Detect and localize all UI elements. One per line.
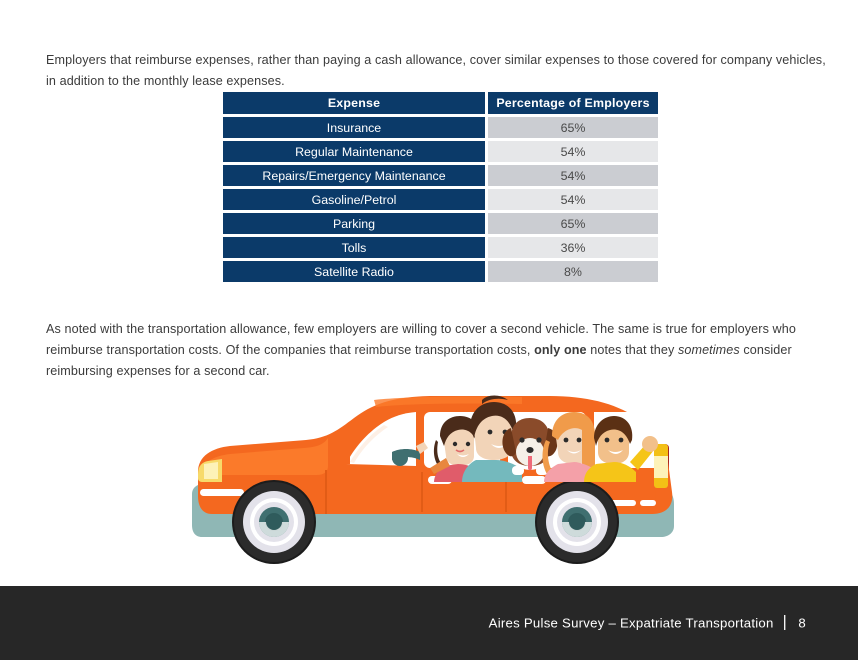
- table-cell-percentage: 36%: [488, 237, 658, 258]
- footer-separator: |: [782, 613, 787, 631]
- table: [220, 89, 661, 285]
- intro-paragraph: Employers that reimburse expenses, rather than paying a cash allowance, cover similar expenses to those covered for company vehicles, in addition to the monthly lease expenses.: [46, 52, 826, 88]
- table-row: [223, 165, 658, 186]
- front-wheel: [232, 480, 316, 564]
- notes-text-part-2: notes that they: [586, 342, 678, 357]
- expense-reimbursement-table: [220, 89, 661, 285]
- notes-text-italic: sometimes: [677, 342, 740, 357]
- table-cell-percentage: 65%: [488, 213, 658, 234]
- footer-page-number: 8: [798, 615, 806, 631]
- table-row: [223, 261, 658, 282]
- notes-text-part-1: As noted with the transportation allowance, few employers are willing to cover a second vehicle. The same is true for employers who reimburse transportation costs. Of the companies that reimburse transportation costs,: [46, 321, 796, 357]
- table-cell-expense: Insurance: [223, 117, 485, 138]
- table-header-row: [223, 92, 658, 114]
- column-header-expense: Expense: [223, 92, 485, 114]
- table-row: [223, 237, 658, 258]
- table-row: [223, 117, 658, 138]
- table-cell-percentage: 54%: [488, 189, 658, 210]
- page-footer-bar: [0, 586, 858, 660]
- table-row: [223, 141, 658, 162]
- table-cell-expense: Regular Maintenance: [223, 141, 485, 162]
- family-suv-illustration: [178, 386, 703, 581]
- rear-wheel: [535, 480, 619, 564]
- table-cell-percentage: 8%: [488, 261, 658, 282]
- table-row: [223, 213, 658, 234]
- footer-title: Aires Pulse Survey – Expatriate Transportation: [488, 615, 774, 631]
- table-cell-expense: Parking: [223, 213, 485, 234]
- notes-text-bold: only one: [534, 342, 587, 357]
- table-cell-percentage: 54%: [488, 141, 658, 162]
- table-cell-percentage: 54%: [488, 165, 658, 186]
- table-cell-expense: Satellite Radio: [223, 261, 485, 282]
- table-header: [223, 92, 658, 114]
- table-cell-expense: Tolls: [223, 237, 485, 258]
- notes-text-part-3: consider reimbursing expenses for a second car.: [46, 342, 792, 378]
- column-header-percentage: Percentage of Employers: [488, 92, 658, 114]
- table-body: [223, 117, 658, 282]
- table-cell-expense: Gasoline/Petrol: [223, 189, 485, 210]
- notes-paragraph: [46, 319, 831, 382]
- table-row: [223, 189, 658, 210]
- table-cell-expense: Repairs/Emergency Maintenance: [223, 165, 485, 186]
- table-cell-percentage: 65%: [488, 117, 658, 138]
- footer-text-group: [489, 615, 806, 632]
